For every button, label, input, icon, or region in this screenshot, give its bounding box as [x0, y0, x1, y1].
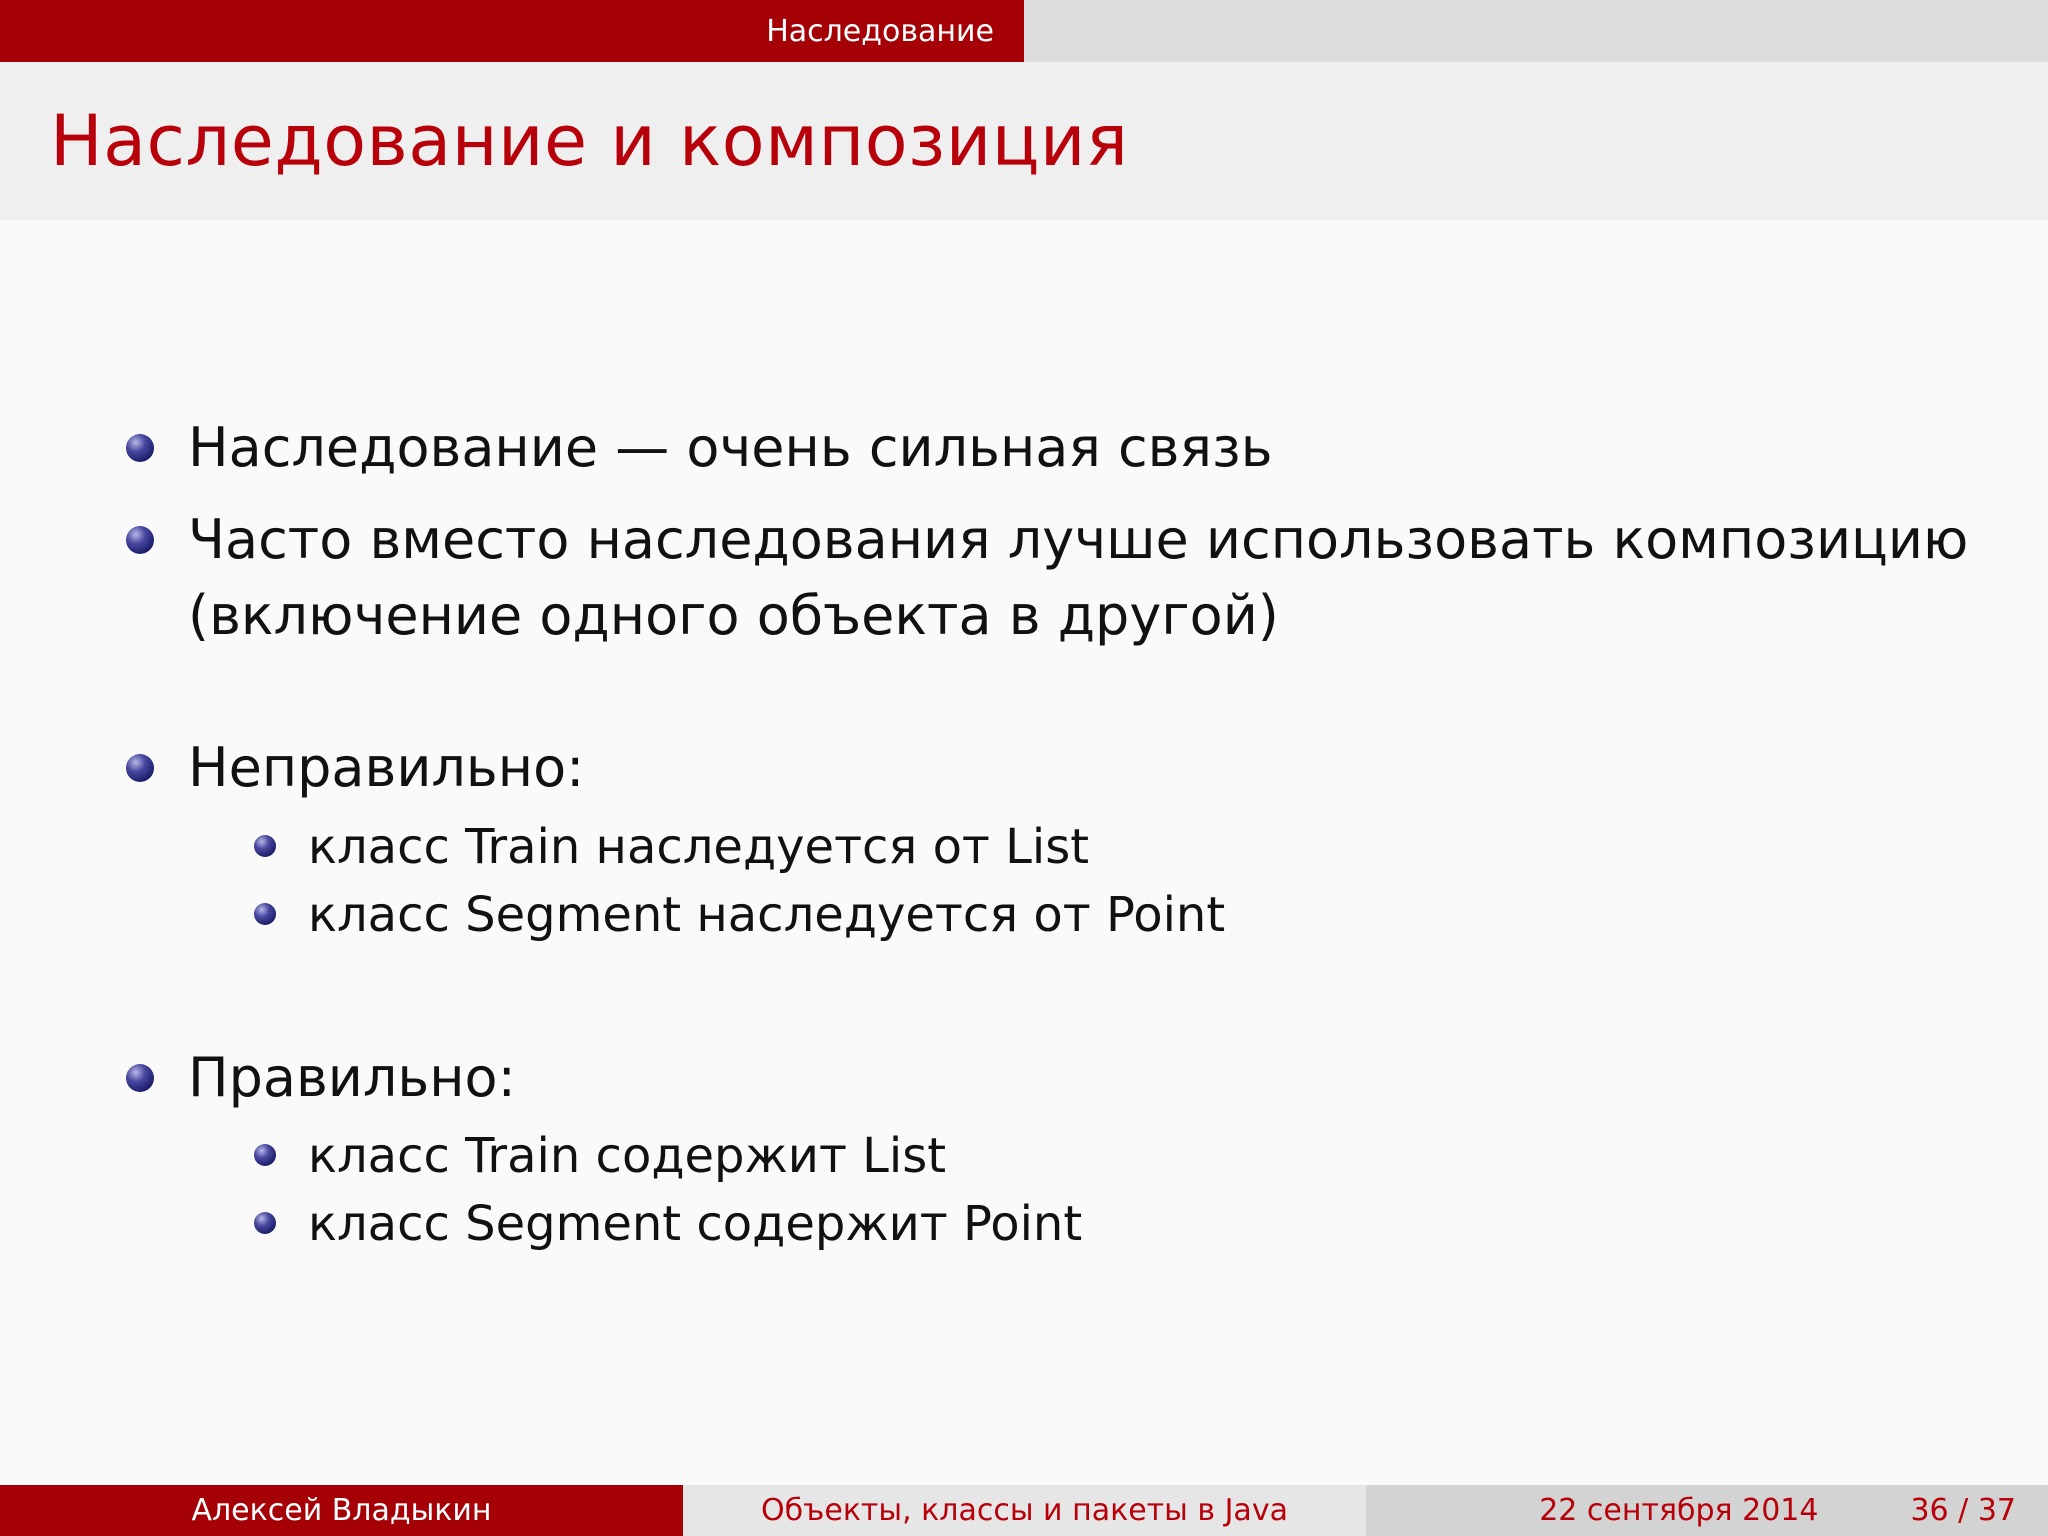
bullet-item	[126, 410, 1273, 486]
bullet-ball-icon	[126, 434, 154, 462]
bullet-item	[126, 730, 584, 806]
slide-content	[0, 220, 2048, 1485]
footer-bar	[0, 1485, 2048, 1536]
bullet-ball-icon	[126, 1064, 154, 1092]
bullet-item	[126, 1040, 516, 1116]
footer-author	[0, 1485, 683, 1536]
talk-title: Объекты, классы и пакеты в Java	[761, 1493, 1288, 1528]
bullet-text: Наследование — очень сильная связь	[188, 416, 1273, 479]
sub-bullet-ball-icon	[254, 835, 276, 857]
section-title: Наследование	[766, 13, 994, 49]
page-number: 36 / 37	[1910, 1493, 2016, 1528]
bullet-ball-icon	[126, 754, 154, 782]
sub-bullet-item	[254, 881, 1225, 949]
bullet-text: Неправильно:	[188, 736, 585, 799]
sub-bullet-ball-icon	[254, 903, 276, 925]
sub-bullet-ball-icon	[254, 1212, 276, 1234]
slide-title-bar	[0, 62, 2048, 220]
bullet-text-line: Часто вместо наследования лучше использовать композицию	[188, 508, 1969, 571]
sub-bullet-item	[254, 1122, 946, 1190]
sub-bullet-item	[254, 813, 1089, 881]
bullet-ball-icon	[126, 526, 154, 554]
bullet-item	[126, 502, 1968, 654]
section-label	[0, 0, 1024, 62]
headline-bar	[0, 0, 2048, 62]
footer-title	[683, 1485, 1366, 1536]
sub-bullet-ball-icon	[254, 1144, 276, 1166]
bullet-text: Правильно:	[188, 1046, 516, 1109]
sub-bullet-text: класс Train наследуется от List	[308, 819, 1090, 875]
sub-bullet-text: класс Train содержит List	[308, 1128, 947, 1184]
bullet-text	[188, 502, 1968, 654]
slide-title: Наследование и композиция	[50, 100, 1129, 182]
sub-bullet-item	[254, 1190, 1082, 1258]
author-name: Алексей Владыкин	[191, 1493, 492, 1528]
footer-date	[1366, 1485, 2048, 1536]
sub-bullet-text: класс Segment наследуется от Point	[308, 887, 1226, 943]
sub-bullet-text: класс Segment содержит Point	[308, 1196, 1083, 1252]
headline-spacer	[1024, 0, 2048, 62]
date-label: 22 сентября 2014	[1539, 1493, 1819, 1528]
bullet-text-line: (включение одного объекта в другой)	[188, 584, 1279, 647]
